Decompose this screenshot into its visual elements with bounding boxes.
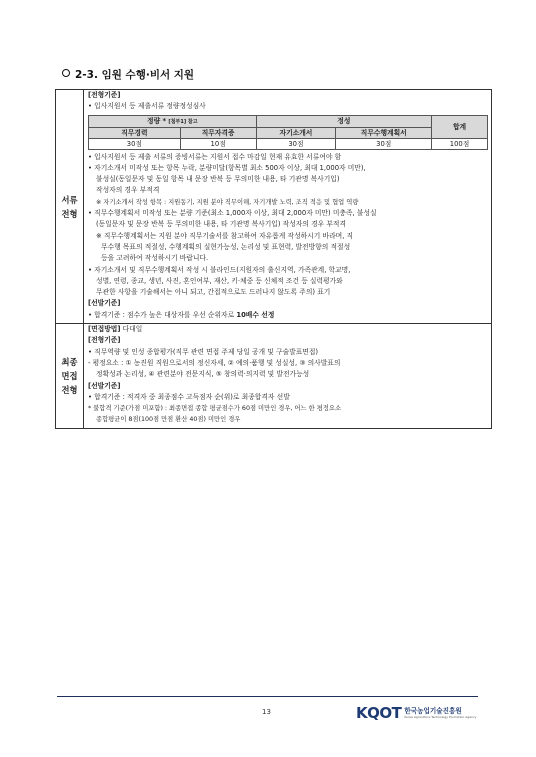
- total-header: 합계: [432, 115, 488, 138]
- note-line: (동일문자 및 문장 반복 등 무의미한 내용, 타 기관명 복사기입) 작성자의 경우 부적격: [96, 220, 347, 229]
- page-number: 13: [262, 708, 271, 716]
- final-interview-label: 최종 면접 전형: [56, 324, 84, 429]
- note-line: ※ 자기소개서 작성 항목 : 지원동기, 지원 분야 직무이해, 자기개발 노력, 조직 적응 및 협업 역량: [96, 198, 359, 206]
- score-table: [88, 115, 488, 150]
- final-interview-row: [56, 324, 492, 429]
- note-line: • 자기소개서 및 직무수행계획서 작성 시 블라인드(지원자의 출신지역, 가족관계, 학교명,: [88, 265, 351, 274]
- score-value: 30점: [336, 138, 432, 149]
- quant-header: 정량 * [첨부1] 참고: [89, 115, 257, 127]
- doc-screening-row: [56, 90, 492, 324]
- criteria-line: • 입사지원서 등 제출서류 정량정성심사: [88, 102, 206, 111]
- selection-heading: [선발기준]: [88, 299, 121, 308]
- note-line: • 직무수행계획서 미작성 또는 분량 기준(최소 1,000자 이상, 최대 2,000자 미만) 미충족, 불성실: [88, 209, 377, 218]
- subheader-certificate: 직무자격증: [180, 127, 256, 138]
- qual-header: 정성: [256, 115, 432, 127]
- criteria-heading: [전형기준]: [88, 91, 121, 99]
- criteria-heading: [전형기준]: [88, 336, 121, 345]
- criteria-line: • 직무역량 및 인성 종합평가(직무 관련 면접 주제 당일 공개 및 구술발표면접): [88, 347, 319, 356]
- note-line: 성별, 연령, 종교, 생년, 사진, 혼인여부, 재산, 키·체중 등 신체적 조건 등 실력평가와: [96, 276, 343, 285]
- interview-method: [면접방법] 다대일: [88, 325, 143, 334]
- selection-line: * 불합격 기준(가점 미포함) : 최종면접 종합 평균점수가 60점 미만인 경우, 어느 한 평정요소: [88, 405, 342, 413]
- logo-korean-name: 한국농업기술진흥원: [404, 707, 462, 715]
- section-title: [62, 67, 194, 82]
- note-line: 불성실(동일문자 및 동일 항목 내 문장 반복 등 무의미한 내용, 타 기관명 복사기입): [96, 175, 340, 184]
- selection-highlight: 10배수 선정: [236, 310, 275, 319]
- score-value: 10점: [180, 138, 256, 149]
- note-line: • 입사지원서 등 제출 서류의 증빙서류는 지원서 접수 마감일 현재 유효한 서류여야 함: [88, 152, 342, 161]
- score-value: 30점: [89, 138, 181, 149]
- note-line: 무수행 목표의 적절성, 수행계획의 실현가능성, 논리성 및 표현력, 발전방향의 적절성: [101, 242, 351, 251]
- section-title-text: 2-3. 임원 수행·비서 지원: [75, 69, 195, 81]
- score-value: 30점: [256, 138, 336, 149]
- subheader-plan: 직무수행계획서: [336, 127, 432, 138]
- note-line: 등을 고려하여 작성하시기 바랍니다.: [101, 254, 209, 263]
- circle-bullet-icon: [62, 69, 70, 77]
- selection-heading: [선발기준]: [88, 381, 121, 390]
- final-interview-content: [84, 324, 492, 429]
- note-line: • 자기소개서 미작성 또는 항목 누락, 분량미달(항목별 최소 500자 이상, 최대 1,000자 미만),: [88, 163, 366, 172]
- logo-mark: KQOT: [356, 704, 402, 722]
- selection-line: • 합격기준 : 점수가 높은 대상자를 우선 순위자로 10배수 선정: [88, 310, 275, 319]
- subheader-self-intro: 자기소개서: [256, 127, 336, 138]
- logo-english-name: Korea Agriculture Technology Promotion Agency: [404, 715, 477, 719]
- doc-screening-content: [84, 90, 492, 324]
- criteria-line: - 평정요소 : ① 농진원 직원으로서의 정신자세, ② 예의·품행 및 성실성, ③ 의사발표의: [88, 358, 341, 367]
- organization-logo: [356, 704, 476, 722]
- doc-screening-label: 서류 전형: [56, 90, 84, 324]
- selection-line: • 합격기준 : 적격자 중 최종점수 고득점자 순(위)로 최종합격자 선발: [88, 392, 290, 401]
- note-line: 무관한 사항을 기술해서는 아니 되고, 간접적으로도 드러나지 않도록 주의) 표기: [96, 288, 331, 297]
- subheader-career: 직무경력: [89, 127, 181, 138]
- footer-divider: [57, 696, 478, 697]
- score-total: 100점: [432, 138, 488, 149]
- selection-line: 종합평균이 8점(100점 만점 환산 40점) 미만인 경우: [96, 416, 241, 424]
- note-line: 작성자의 경우 부적격: [96, 186, 160, 195]
- screening-table: [55, 89, 492, 429]
- criteria-line: 정확성과 논리성, ④ 관련분야 전문지식, ⑤ 창의력·의지력 및 발전가능성: [96, 370, 310, 379]
- note-line: ※ 직무수행계획서는 지원 분야 직무기술서를 참고하여 자유롭게 작성하시기 바라며, 직: [96, 231, 354, 240]
